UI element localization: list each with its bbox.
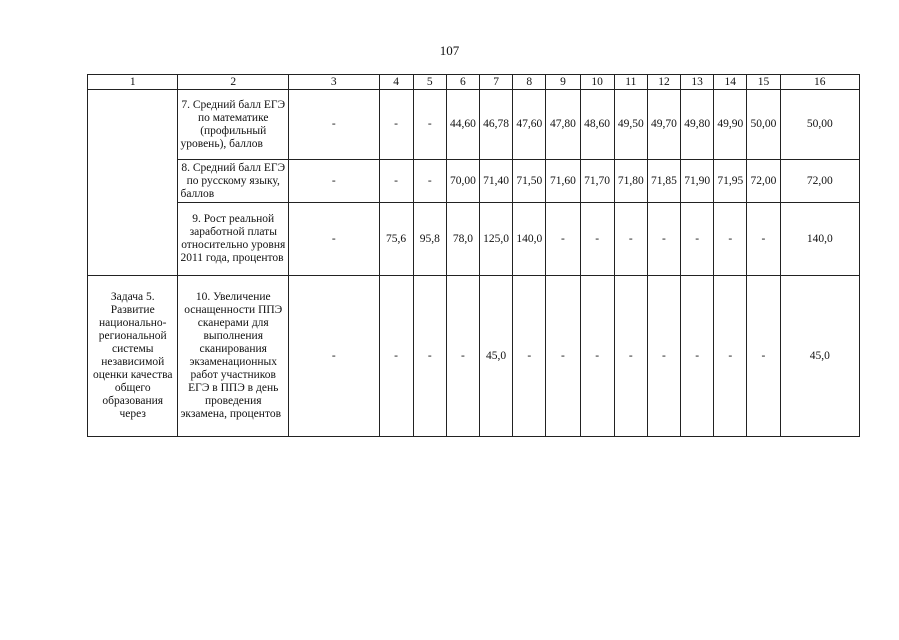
value-cell: 44,60 <box>446 90 479 160</box>
value-cell: 71,70 <box>580 160 614 203</box>
value-cell: 75,6 <box>379 203 413 276</box>
value-cell: - <box>413 90 446 160</box>
value-cell: - <box>747 276 780 437</box>
header-cell: 5 <box>413 75 446 90</box>
value-cell: 50,00 <box>780 90 859 160</box>
value-cell: 125,0 <box>480 203 513 276</box>
value-cell: - <box>413 160 446 203</box>
value-cell: - <box>289 90 379 160</box>
task-cell: Задача 5. Развитие национально-региональной системы независимой оценки качества общего образования через <box>88 276 178 437</box>
header-cell: 10 <box>580 75 614 90</box>
value-cell: - <box>379 276 413 437</box>
indicator-cell: 7. Средний балл ЕГЭ по математике (профильный уровень), баллов <box>178 90 289 160</box>
value-cell: 71,80 <box>614 160 647 203</box>
value-cell: - <box>714 203 747 276</box>
value-cell: - <box>379 160 413 203</box>
value-cell: 71,60 <box>546 160 580 203</box>
header-cell: 12 <box>647 75 680 90</box>
value-cell: - <box>714 276 747 437</box>
value-cell: 46,78 <box>480 90 513 160</box>
header-cell: 4 <box>379 75 413 90</box>
header-cell: 1 <box>88 75 178 90</box>
header-cell: 7 <box>480 75 513 90</box>
table-row <box>88 276 860 437</box>
value-cell: 49,80 <box>681 90 714 160</box>
value-cell: 140,0 <box>780 203 859 276</box>
value-cell: 71,90 <box>681 160 714 203</box>
value-cell: 140,0 <box>513 203 546 276</box>
value-cell: - <box>580 203 614 276</box>
value-cell: 71,95 <box>714 160 747 203</box>
value-cell: - <box>546 203 580 276</box>
value-cell: 72,00 <box>780 160 859 203</box>
header-cell: 15 <box>747 75 780 90</box>
value-cell: 47,80 <box>546 90 580 160</box>
header-cell: 14 <box>714 75 747 90</box>
value-cell: - <box>681 203 714 276</box>
header-cell: 8 <box>513 75 546 90</box>
value-cell: - <box>614 203 647 276</box>
value-cell: - <box>446 276 479 437</box>
table-row <box>88 90 860 160</box>
header-cell: 11 <box>614 75 647 90</box>
value-cell: - <box>647 203 680 276</box>
header-cell: 9 <box>546 75 580 90</box>
value-cell: 78,0 <box>446 203 479 276</box>
header-cell: 3 <box>289 75 379 90</box>
value-cell: 70,00 <box>446 160 479 203</box>
value-cell: 50,00 <box>747 90 780 160</box>
header-cell: 6 <box>446 75 479 90</box>
table-row <box>88 203 860 276</box>
value-cell: 47,60 <box>513 90 546 160</box>
value-cell: 71,50 <box>513 160 546 203</box>
table-row <box>88 160 860 203</box>
value-cell: - <box>413 276 446 437</box>
value-cell: - <box>546 276 580 437</box>
value-cell: - <box>580 276 614 437</box>
header-cell: 16 <box>780 75 859 90</box>
value-cell: 49,50 <box>614 90 647 160</box>
value-cell: 72,00 <box>747 160 780 203</box>
value-cell: - <box>289 160 379 203</box>
header-row <box>88 75 860 90</box>
value-cell: 48,60 <box>580 90 614 160</box>
indicator-cell: 8. Средний балл ЕГЭ по русскому языку, баллов <box>178 160 289 203</box>
value-cell: 49,70 <box>647 90 680 160</box>
value-cell: - <box>289 203 379 276</box>
value-cell: 45,0 <box>780 276 859 437</box>
page-number: 107 <box>439 43 460 58</box>
value-cell: - <box>513 276 546 437</box>
value-cell: 95,8 <box>413 203 446 276</box>
value-cell: - <box>681 276 714 437</box>
task-cell <box>88 90 178 276</box>
value-cell: - <box>747 203 780 276</box>
header-cell: 2 <box>178 75 289 90</box>
value-cell: - <box>647 276 680 437</box>
value-cell: 45,0 <box>480 276 513 437</box>
header-cell: 13 <box>681 75 714 90</box>
indicator-cell: 10. Увеличение оснащенности ППЭ сканерами для выполнения сканирования экзаменационных работ участников ЕГЭ в ППЭ в день проведения экзамена, процентов <box>178 276 289 437</box>
value-cell: - <box>379 90 413 160</box>
value-cell: - <box>614 276 647 437</box>
indicators-table <box>87 74 860 437</box>
value-cell: 49,90 <box>714 90 747 160</box>
value-cell: - <box>289 276 379 437</box>
value-cell: 71,40 <box>480 160 513 203</box>
indicator-cell: 9. Рост реальной заработной платы относительно уровня 2011 года, процентов <box>178 203 289 276</box>
value-cell: 71,85 <box>647 160 680 203</box>
